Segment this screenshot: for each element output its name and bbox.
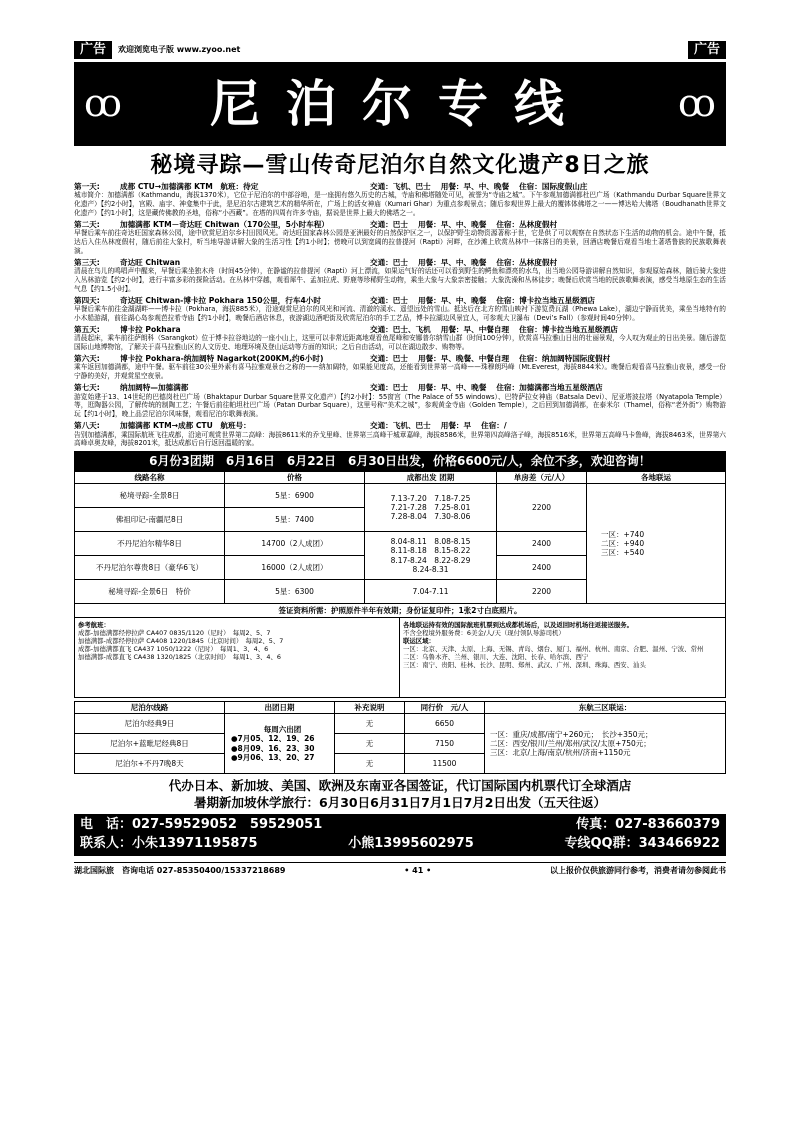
- day-label: 第二天:: [74, 219, 100, 229]
- day-description: 乘车返回加德满都，途中午餐。驱车前往30公里外素有喜马拉雅观景台之称的——纳加阔特，如果能见度高，还能看到世界第一高峰——珠穆朗玛峰（Mt.Everest，海拔8844米）。晚餐后观看喜马拉雅山夜景，感受一份宁静的美好，并观赏星空夜景。: [74, 363, 726, 381]
- visa-service: [74, 778, 726, 812]
- route-name: 佛祖印记-南疆尼8日: [75, 508, 225, 532]
- day-2: [74, 220, 726, 256]
- flight-line: 加德满都-成都直飞 CA438 1320/1825（北京时间） 每周1、3、4、6: [78, 653, 281, 662]
- single-supplement: 2400: [497, 556, 587, 580]
- day-header: [74, 182, 726, 191]
- day-meals: 用餐：早、中、晚餐: [440, 181, 510, 191]
- flight-list: [75, 618, 400, 697]
- route-price-table: [74, 471, 726, 604]
- route-price: 6650: [405, 714, 485, 734]
- single-supplement: 2200: [497, 580, 587, 604]
- dates-title: 每周六出团: [263, 725, 302, 734]
- route-note: 无: [335, 734, 405, 754]
- day-1: [74, 182, 726, 218]
- day-meals: 用餐：早、晚餐、中餐自理: [417, 353, 510, 363]
- day-5: [74, 325, 726, 352]
- table-header-row: [75, 702, 726, 714]
- day-meals: 用餐：早、中、晚餐: [417, 383, 487, 393]
- date-line: 8.24-8.31: [412, 565, 449, 575]
- contact-zhu: 联系人：小朱13971195875: [80, 835, 258, 851]
- date-line: 8.11-8.18 8.15-8.22: [390, 546, 471, 556]
- day-hotel: 住宿：博卡拉当地五星级酒店: [496, 295, 596, 305]
- day-description: 清晨起床，乘车前往萨朗科（Sarangkot）位于博卡拉谷地边的一座小山上，这里可以非常近距离地观看鱼尾峰和安娜普尔纳雪山群（时间100分钟），欣赏喜马拉雅山日出的壮丽景观，今人叹为观止的日出美景。随后游览国际山地博物馆，了解关于喜马拉雅山区的人文历史、地理环境及登山运动等方面的知识；之后自由活动，可以在湖边散步、购物等。: [74, 334, 726, 352]
- day-header: [74, 296, 726, 305]
- contact-box: [74, 814, 726, 856]
- day-meals: 用餐：早、中、晚餐: [417, 257, 487, 267]
- day-traffic: 交通：巴士: [370, 257, 408, 267]
- zone-line: 三区：南宁、贵阳、桂林、长沙、昆明、郑州、武汉、广州、深圳、珠海、西安、汕头: [403, 661, 646, 670]
- ad-label-right: 广告: [688, 41, 726, 59]
- day-route: 奇达旺 Chitwan: [120, 257, 181, 267]
- day-meals: 用餐：早: [440, 421, 472, 431]
- day-description: 告别加德满都，乘国际航班飞往成都，沿途可观赏世界第二高峰：海拔8611米的乔戈里峰、世界第三高峰干城章嘉峰，海拔8586米，世界第四高峰洛子峰，海拔8516米，世界第五高峰马卡鲁峰，海拔8463米，世界第六高峰卓奥友峰，海拔8201米，抵达成都后自行返回温暖的家。: [74, 430, 726, 448]
- route-price: 5星：7400: [225, 508, 365, 532]
- col-price: 同行价 元/人: [405, 702, 485, 714]
- fax: 传真：027-83660379: [576, 817, 720, 832]
- single-supplement: 2400: [497, 532, 587, 556]
- date-line: 7.28-8.04 7.30-8.06: [390, 512, 471, 522]
- col-single: 单房差（元/人）: [497, 472, 587, 484]
- day-route: 博卡拉 Pokhara-纳加阔特 Nagarkot(200KM,约6小时): [120, 353, 324, 363]
- date-line: 7.21-7.28 7.25-8.01: [390, 503, 471, 513]
- transfer-note: 不含全程境外服务费：6美金/人/天（现付领队导游司机）: [403, 629, 565, 638]
- route-price: 16000（2人成团）: [225, 556, 365, 580]
- day-description: 游览始建于13、14世纪的巴德岗杜巴广场（Bhaktapur Durbar Square世界文化遗产）【约2小时】：55窗宫（The Palace of 55 windows）、巴特萨拉女神庙（Batsala Devi）、尼亚塔波拉塔（Nyatapola Temple）等，逛陶器公园，了解传统的制陶工艺；午餐后前往帕坦杜巴广场（Patan Durbar Square），这里号称“美术之城”，参观黄金寺庙（Golden Temple），之后回到加德满都，在泰米尔（Thamel，俗称“老外街”）购物游玩【约1小时】，晚上品尝尼泊尔风味餐，观看尼泊尔歌舞表演。: [74, 392, 726, 419]
- day-label: 第三天:: [74, 257, 100, 267]
- day-traffic: 交通：巴士、飞机: [370, 324, 431, 334]
- route-name: 尼泊尔经典9日: [75, 714, 225, 734]
- date-line: 8.04-8.11 8.08-8.15: [390, 537, 471, 546]
- day-hotel: 住宿：丛林度假村: [496, 257, 558, 267]
- day-traffic: 交通：巴士: [370, 383, 408, 393]
- day-description: 城市简介：加德满都（Kathmandu，海拔1370米），它位于尼泊尔的中部谷地，是一座拥有悠久历史的古城，寺庙和佛塔随处可见，被誉为“寺庙之城”。下午参观加德满都杜巴广场（Kathmandu Durbar Square世界文化遗产）【约2小时】，宫殿、庙宇、神龛集中于此，是尼泊尔古建筑艺术的精华所在，广场上的活女神庙（Kumari Ghar）为重点参观景点；随后参观世界上最大的覆钵体佛塔之一——博达哈大佛塔（Boudhanath世界文化遗产）【约1小时】，这是藏传佛教的圣地，俗称“小西藏”。在塔的四周有许多寺庙，据说是世界上最大的佛塔之一。: [74, 190, 726, 217]
- day-hotel: 住宿：丛林度假村: [496, 219, 558, 229]
- footer: [74, 862, 726, 876]
- visa-line: 暑期新加坡休学旅行：6月30日6月31日7月1日7月2日出发（五天往返）: [194, 795, 606, 811]
- route-name: 不丹尼泊尔尊贵8日（豪华6飞）: [75, 556, 225, 580]
- day-3: [74, 258, 726, 294]
- price-banner: 6月份3团期 6月16日 6月22日 6月30日出发，价格6600元/人，余位不多，欢迎咨询！: [74, 451, 726, 471]
- flight-line: 成都-加德满都经停拉萨 CA407 0835/1120（尼时） 每周2、5、7: [78, 629, 271, 638]
- ornament-right-icon: ꝏ: [678, 81, 716, 125]
- col-price: 价格: [225, 472, 365, 484]
- contact-row: [80, 835, 720, 854]
- day-hotel: 住宿：/: [481, 421, 507, 431]
- ornament-left-icon: ꝏ: [84, 81, 122, 125]
- route-price: 5星：6300: [225, 580, 365, 604]
- route-price: 5星：6900: [225, 484, 365, 508]
- date-line: ●8月09、16、23、30: [231, 743, 315, 753]
- day-header: [74, 325, 726, 334]
- single-supplement: 2200: [497, 484, 587, 532]
- day-header: [74, 258, 726, 267]
- route-price: 14700（2人成团）: [225, 532, 365, 556]
- day-header: [74, 421, 726, 430]
- day-label: 第七天:: [74, 383, 100, 393]
- ad-label-left: 广告: [74, 41, 112, 59]
- day-label: 第八天:: [74, 421, 100, 431]
- col-route: 线路名称: [75, 472, 225, 484]
- transfer-title: 各地联运持有效的国际航班机票到达成都机场后，以及返回时机场往返接送服务。: [403, 621, 634, 630]
- zone-line: 一区：重庆/成都/南宁+260元； 长沙+350元；: [490, 729, 653, 739]
- banner-title: 尼泊尔专线: [210, 73, 590, 133]
- dates-cell-a: [365, 484, 497, 532]
- day-route: 加德满都 KTM－奇达旺 Chitwan（170公里，5小时车程）: [120, 219, 329, 229]
- date-line: ●7月05、12、19、26: [231, 734, 315, 744]
- table-row: [75, 484, 726, 508]
- day-meals: 用餐：早、中、晚餐: [417, 219, 487, 229]
- day-meals: 用餐：早、中餐自理: [440, 324, 510, 334]
- day-8: [74, 421, 726, 448]
- zone-line: 二区：西安/银川/兰州/郑州/武汉/太原+750元；: [490, 739, 651, 749]
- day-hotel: 住宿：加德满都当地五星级酒店: [496, 383, 603, 393]
- contact-xiong: 小熊13995602975: [348, 835, 474, 851]
- day-hotel: 住宿：纳加阔特国际度假村: [519, 353, 611, 363]
- top-bar: [74, 40, 726, 60]
- title-banner: [74, 62, 726, 146]
- welcome-link[interactable]: 欢迎浏览电子版 www.zyoo.net: [118, 45, 241, 54]
- flight-line: 加德满都-成都经停拉萨 CA408 1220/1845（北京时间） 每周2、5、7: [78, 637, 284, 646]
- footer-disclaimer: 以上报价仅供旅游同行参考，消费者请勿参阅此书: [550, 865, 726, 875]
- day-hotel: 住宿：博卡拉当地五星级酒店: [519, 324, 618, 334]
- flight-title: 参考航班：: [78, 621, 110, 630]
- day-traffic: 交通：巴士: [370, 353, 408, 363]
- day-traffic: 交通：巴士: [370, 219, 408, 229]
- transfer-line: 一区：+740: [601, 529, 645, 539]
- day-7: [74, 383, 726, 419]
- route-note: 无: [335, 714, 405, 734]
- day-label: 第四天:: [74, 295, 100, 305]
- route-price: 7150: [405, 734, 485, 754]
- day-label: 第六天:: [74, 353, 100, 363]
- col-route: 尼泊尔线路: [75, 702, 225, 714]
- day-route: 博卡拉 Pokhara: [120, 324, 181, 334]
- col-dates: 出团日期: [225, 702, 335, 714]
- day-6: [74, 354, 726, 381]
- transfer-info: [400, 618, 725, 697]
- visa-requirements: 签证资料所需：护照原件半年有效期；身份证复印件；1张2寸白底照片。: [74, 604, 726, 618]
- departure-dates: [225, 714, 335, 774]
- itinerary: [74, 182, 726, 449]
- date-line: ●9月06、13、20、27: [231, 753, 315, 763]
- day-description: 早餐后乘车前往奇达旺国家森林公园，途中欣赏尼泊尔乡村田园风光。奇达旺国家森林公园是亚洲最好的自然保护区之一，以保护野生动物资源著称于世，它是供了可以观察在自然状态下生活的动物的机会。途中午餐，抵达后入住丛林度假村，随后前往大象村，听当地导游讲解大象的生活习性【约1小时】；傍晚可以到宽阔的拉普提河（Rapti）河畔，在沙滩上欣赏丛林中一抹落日的美景，回酒店晚餐后观看当地土著塔鲁族的民族歌舞表演。: [74, 229, 726, 255]
- route-name: 秘境寻踪-全景6日 特价: [75, 580, 225, 604]
- route-price: 11500: [405, 754, 485, 774]
- qq-group: 专线QQ群：343466922: [564, 835, 720, 851]
- day-label: 第五天:: [74, 324, 100, 334]
- route-name: 秘境寻踪-全景8日: [75, 484, 225, 508]
- route-name: 不丹尼泊尔精华8日: [75, 532, 225, 556]
- day-label: 第一天:: [74, 181, 100, 191]
- zones-title: 联运区域：: [403, 637, 435, 646]
- day-traffic: 交通：飞机、巴士: [370, 181, 431, 191]
- flight-line: 成都-加德满都直飞 CA437 1050/1222（尼时） 每周1、3、4、6: [78, 645, 269, 654]
- phone: 电 话：027-59529052 59529051: [80, 817, 323, 832]
- flight-info-box: [74, 618, 726, 698]
- nepal-route-table: [74, 701, 726, 774]
- page-number: • 41 •: [404, 865, 432, 875]
- day-header: [74, 354, 726, 363]
- route-name: 尼泊尔+不丹7晚8天: [75, 754, 225, 774]
- transfer-cell: [587, 484, 726, 604]
- day-description: 清晨在鸟儿的鸣唱声中醒来，早餐后乘坐独木舟（时间45分钟），在静谧的拉普提河（Rapti）河上漂流，如果运气好的话还可以看到野生的鳄鱼和漂亮的水鸟，出当地公园导游讲解自然知识，参观原始森林，随后骑大象进入丛林游览【约2小时】，进行丰富多彩的探险活动。在丛林中穿越，观看犀牛、孟加拉虎、野鹿等珍稀野生动物，乘坐大象与大象亲密接触；大象洗澡和丛林徒步；晚餐后欣赏当地的民族歌舞表演，感受当地原生态的生活气息【约1.5小时】。: [74, 267, 726, 293]
- dates-cell-c: 7.04-7.11: [365, 580, 497, 604]
- day-hotel: 住宿：国际度假山庄: [519, 181, 588, 191]
- col-note: 补充说明: [335, 702, 405, 714]
- transfer-line: 三区：+540: [601, 548, 645, 558]
- day-header: [74, 383, 726, 392]
- col-dates: 成都出发 团期: [365, 472, 497, 484]
- col-zones: 东航三区联运：: [485, 702, 726, 714]
- date-line: 8.17-8.24 8.22-8.29: [390, 555, 471, 565]
- zone-line: 三区：北京/上海/南京/杭州/济南+1150元: [490, 748, 631, 758]
- contact-row: [80, 816, 720, 835]
- day-route: 加德满都 KTM→成都 CTU 航班号：: [120, 421, 251, 431]
- col-transfer: 各地联运: [587, 472, 726, 484]
- table-header-row: [75, 472, 726, 484]
- day-traffic: 交通：飞机、巴士: [370, 421, 431, 431]
- date-line: 7.13-7.20 7.18-7.25: [390, 493, 471, 503]
- zone-line: 一区：北京、天津、太原、上海、无锡、青岛、烟台、厦门、福州、杭州、南京、合肥、温州、宁波、常州: [403, 645, 704, 654]
- tour-title: 秘境寻踪—雪山传奇尼泊尔自然文化遗产8日之旅: [150, 153, 650, 178]
- dates-cell-b: [365, 532, 497, 580]
- route-note: 无: [335, 754, 405, 774]
- transfer-line: 二区：+940: [601, 539, 645, 549]
- day-route: 奇达旺 Chitwan-博卡拉 Pokhara 150公里，行车4小时: [120, 295, 321, 305]
- table-row: [75, 714, 726, 734]
- route-name: 尼泊尔+蓝毗尼经典8日: [75, 734, 225, 754]
- visa-line: 代办日本、新加坡、美国、欧洲及东南亚各国签证，代订国际国内机票代订全球酒店: [168, 778, 632, 794]
- day-route: 成都 CTU→加德满都 KTM 航班：待定: [120, 181, 259, 191]
- day-description: 早餐后乘车前往金湖湖畔——博卡拉（Pokhara，海拔885米），沿途观赏尼泊尔的风光和河流、清澈的溪水、遥望远处的雪山。抵达后在北方的雪山映衬下游览费瓦湖（Phewa Lake），湖边宁静而优美，乘坐当地特有的小木船游湖，前往湖心岛参观芭拉希寺庙【约1小时】，晚餐后酒店休息，夜游湖边酒吧街及欣赏尼泊尔的手工艺品，博卡拉湖边风景宜人，可参观大卫瀑布（Devi’s Fall）（参观时间40分钟）。: [74, 305, 726, 322]
- footer-agency: 湖北国际旅 咨询电话 027-85350400/15337218689: [74, 865, 286, 875]
- zone-line: 二区：乌鲁木齐、兰州、银川、大连、沈阳、长春、哈尔滨、西宁: [403, 653, 589, 662]
- day-4: [74, 296, 726, 323]
- day-traffic: 交通：巴士: [370, 295, 408, 305]
- day-header: [74, 220, 726, 229]
- day-meals: 用餐：早、中、晚餐: [417, 295, 487, 305]
- day-route: 纳加阔特—加德满都: [120, 383, 189, 393]
- zone-cell: [485, 714, 726, 774]
